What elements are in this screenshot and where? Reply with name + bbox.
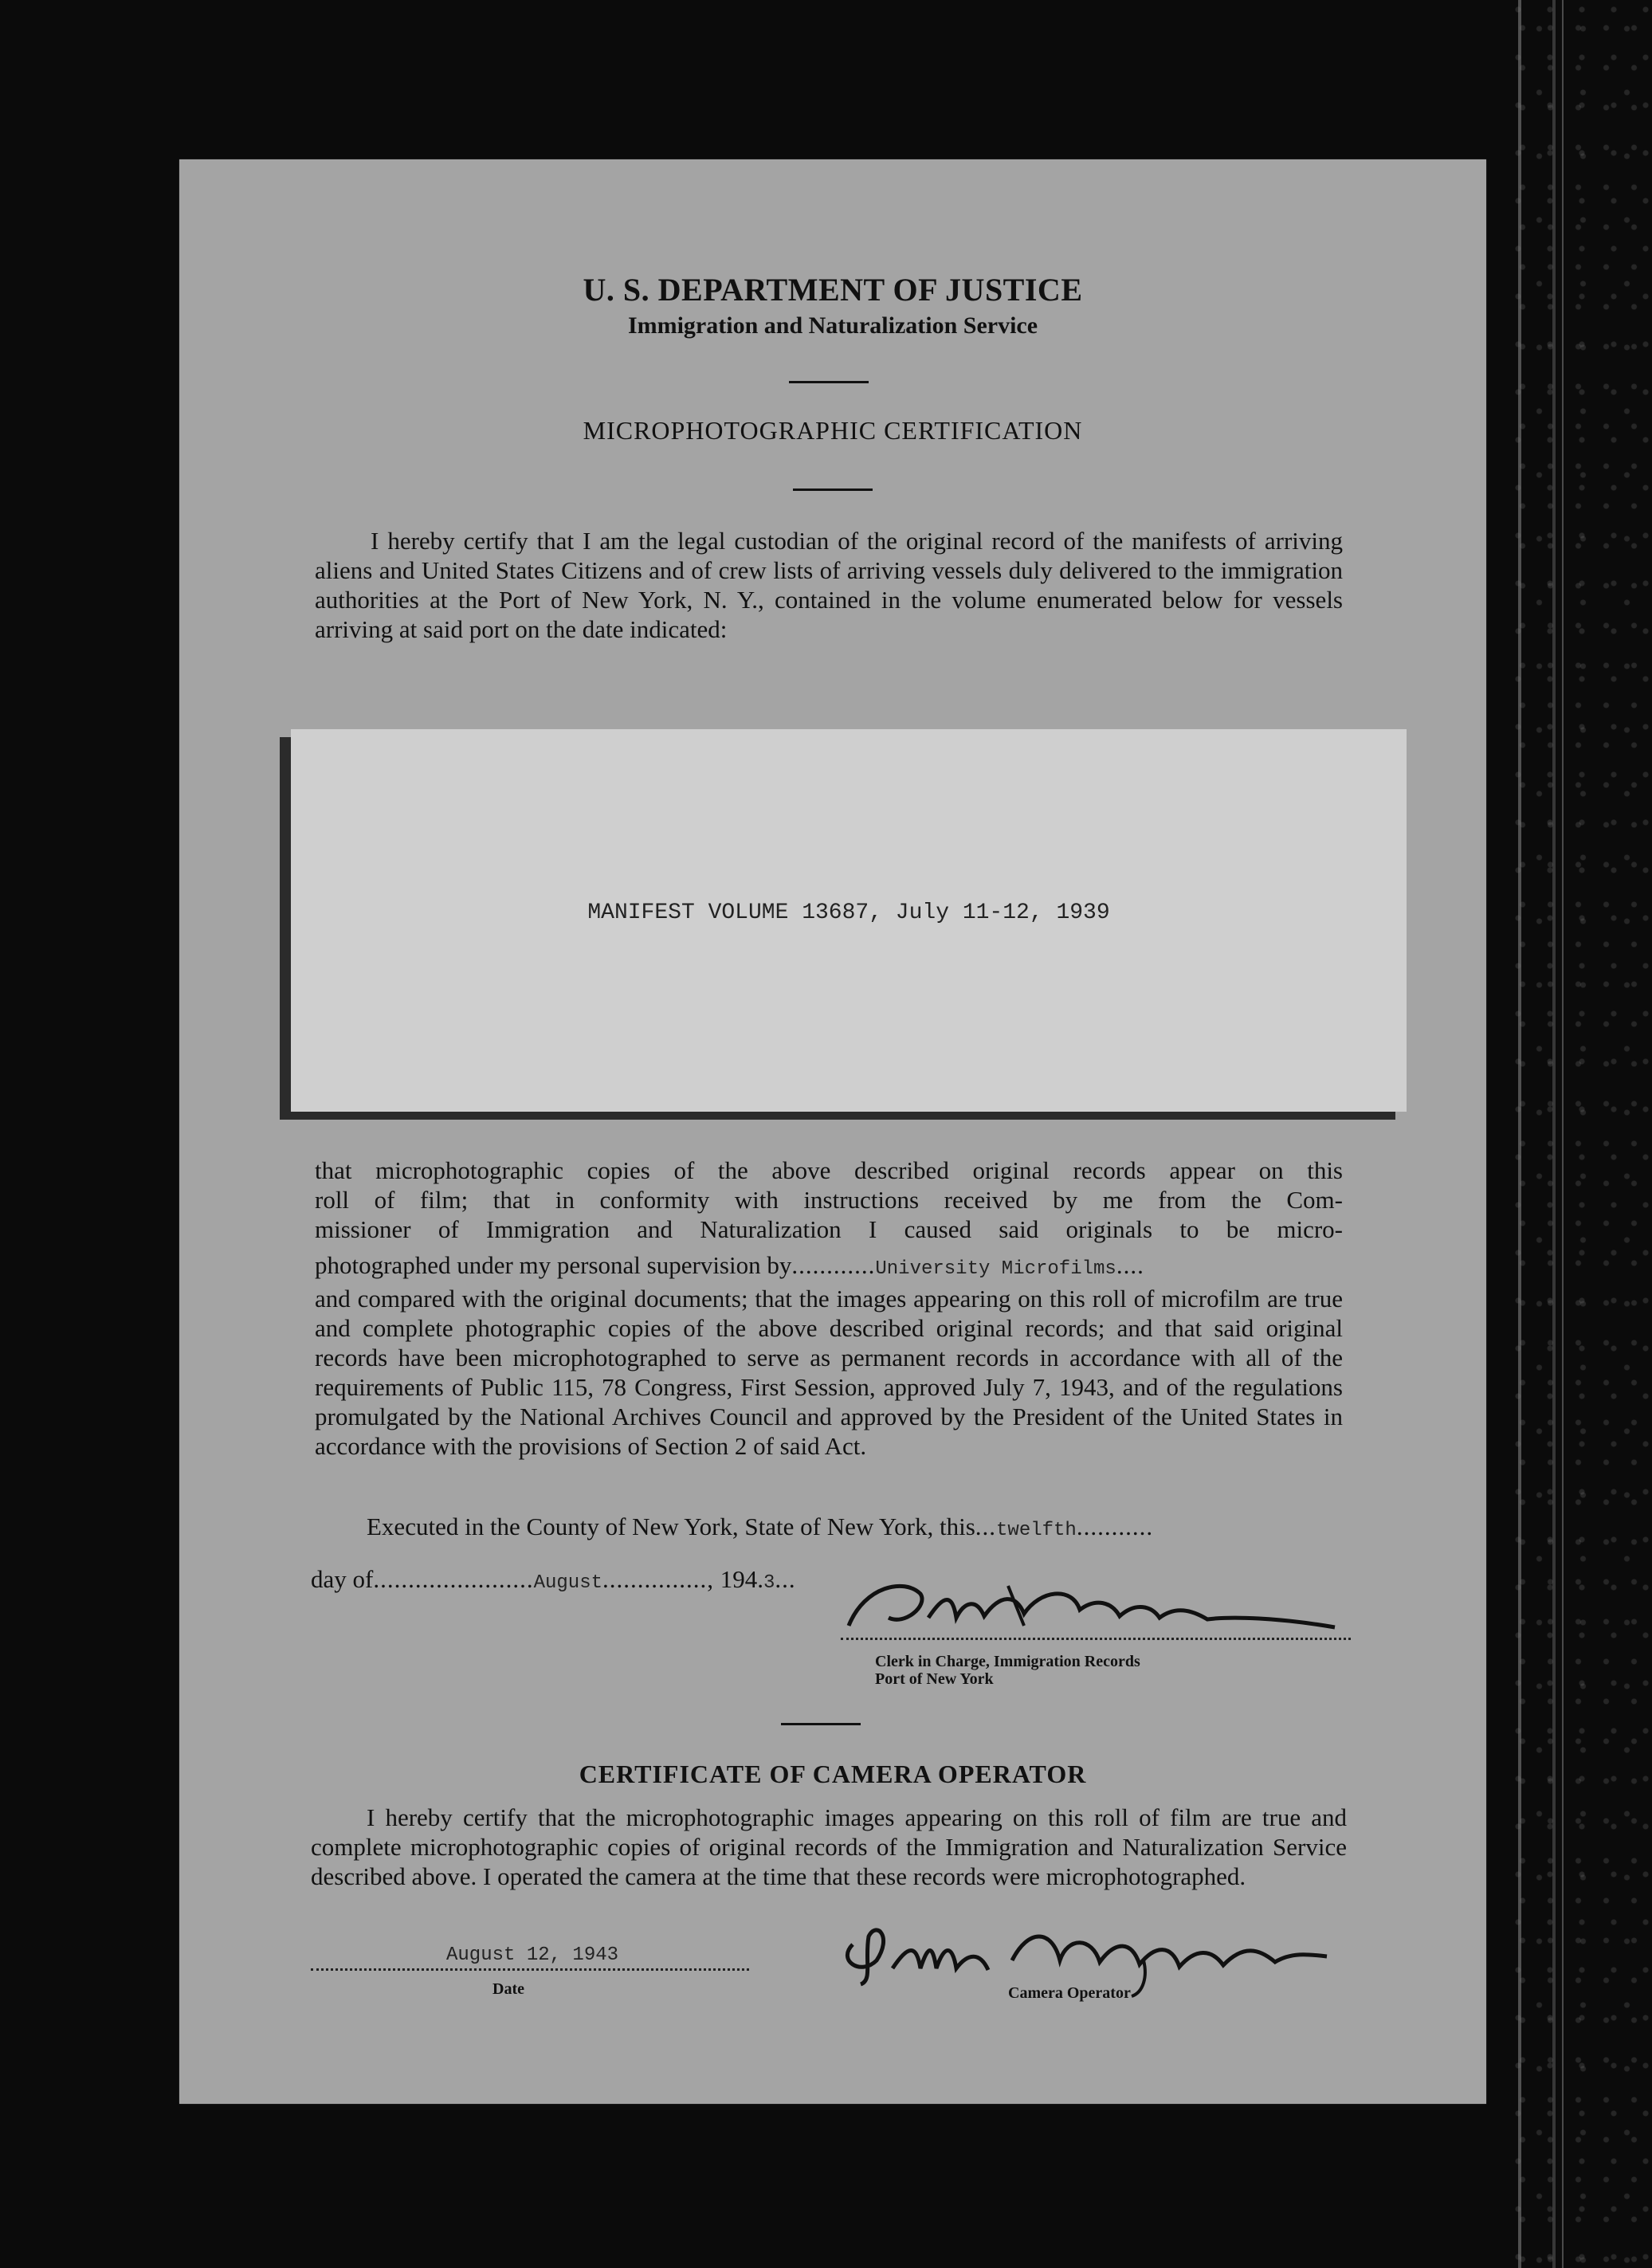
clerk-title	[875, 1653, 1140, 1688]
body-rest: and compared with the original documents; that the images appearing on this roll of microfilm are true and complete photographic copies of the above described original records; and that said original records have been microphotographed to serve as permanent records in accordance with all of the requirements of Public 115, 78 Congress, First Session, approved July 7, 1943, and of the regulations promulgated by the National Archives Council and approved by the President of the United States in accordance with the provisions of Section 2 of said Act.	[315, 1285, 1343, 1460]
body-line: that microphotographic copies of the above described original records appear on this	[315, 1156, 1343, 1184]
certification-title: MICROPHOTOGRAPHIC CERTIFICATION	[583, 416, 1083, 445]
execution-year-prefix: 194	[720, 1565, 758, 1593]
certificate-page	[179, 159, 1486, 2104]
camera-certificate-title: CERTIFICATE OF CAMERA OPERATOR	[579, 1760, 1087, 1788]
day-of-line	[311, 1565, 796, 1594]
clerk-signature	[833, 1570, 1351, 1658]
camera-operator-label: Camera Operator	[1008, 1984, 1131, 2002]
dots: ............	[791, 1251, 876, 1279]
dots: ....	[1116, 1251, 1144, 1279]
camera-certificate-text: I hereby certify that the microphotographic images appearing on this roll of film are true and complete microphotographic copies of original records of the Immigration and Naturalization Service described above. I operated the camera at the time that these records were microphotographed.	[311, 1803, 1347, 1890]
execution-month: August	[533, 1572, 603, 1594]
film-speckle	[1509, 0, 1652, 2268]
divider	[781, 1723, 861, 1725]
execution-day: twelfth	[996, 1520, 1077, 1541]
dots: ...	[775, 1565, 796, 1593]
divider	[789, 381, 869, 383]
intro-paragraph: I hereby certify that I am the legal custodian of the original record of the manifests of arriving aliens and United States Citizens and of crew lists of arriving vessels duly delivered to the immigration authorities at the Port of New York, N. Y., contained in the volume enumerated below for vessels arriving at said port on the date indicated:	[315, 527, 1343, 643]
execution-year-suffix: 3	[763, 1572, 775, 1594]
clerk-title-line: Clerk in Charge, Immigration Records	[875, 1653, 1140, 1670]
day-of-label: day of	[311, 1565, 374, 1593]
body-line: missioner of Immigration and Naturalization I caused said originals to be micro-	[315, 1215, 1343, 1243]
supervision-line	[315, 1250, 1343, 1284]
clerk-signature-line	[841, 1638, 1351, 1640]
body-line: roll of film; that in conformity with instructions received by me from the Com-	[315, 1186, 1343, 1214]
department-title: U. S. DEPARTMENT OF JUSTICE	[583, 272, 1083, 308]
supervisor-name: University Microfilms	[875, 1258, 1116, 1280]
camera-date-value: August 12, 1943	[446, 1944, 619, 1966]
date-label: Date	[492, 1980, 524, 1998]
dots: .......................	[373, 1565, 534, 1593]
body-paragraph	[315, 1156, 1343, 1461]
service-subtitle: Immigration and Naturalization Service	[627, 312, 1038, 339]
dots: ...........	[1076, 1513, 1154, 1540]
dots: .	[757, 1565, 764, 1593]
date-line	[311, 1968, 749, 1971]
divider	[793, 489, 873, 491]
clerk-title-line: Port of New York	[875, 1670, 994, 1688]
execution-prefix: Executed in the County of New York, State of New York, this	[367, 1513, 975, 1540]
dots: ...	[975, 1513, 997, 1540]
supervision-prefix: photographed under my personal supervision by	[315, 1251, 792, 1279]
dots: ...............,	[602, 1565, 715, 1593]
manifest-volume-text: MANIFEST VOLUME 13687, July 11-12, 1939	[587, 901, 1110, 925]
execution-line	[367, 1513, 1153, 1541]
manifest-slip	[291, 729, 1407, 1112]
